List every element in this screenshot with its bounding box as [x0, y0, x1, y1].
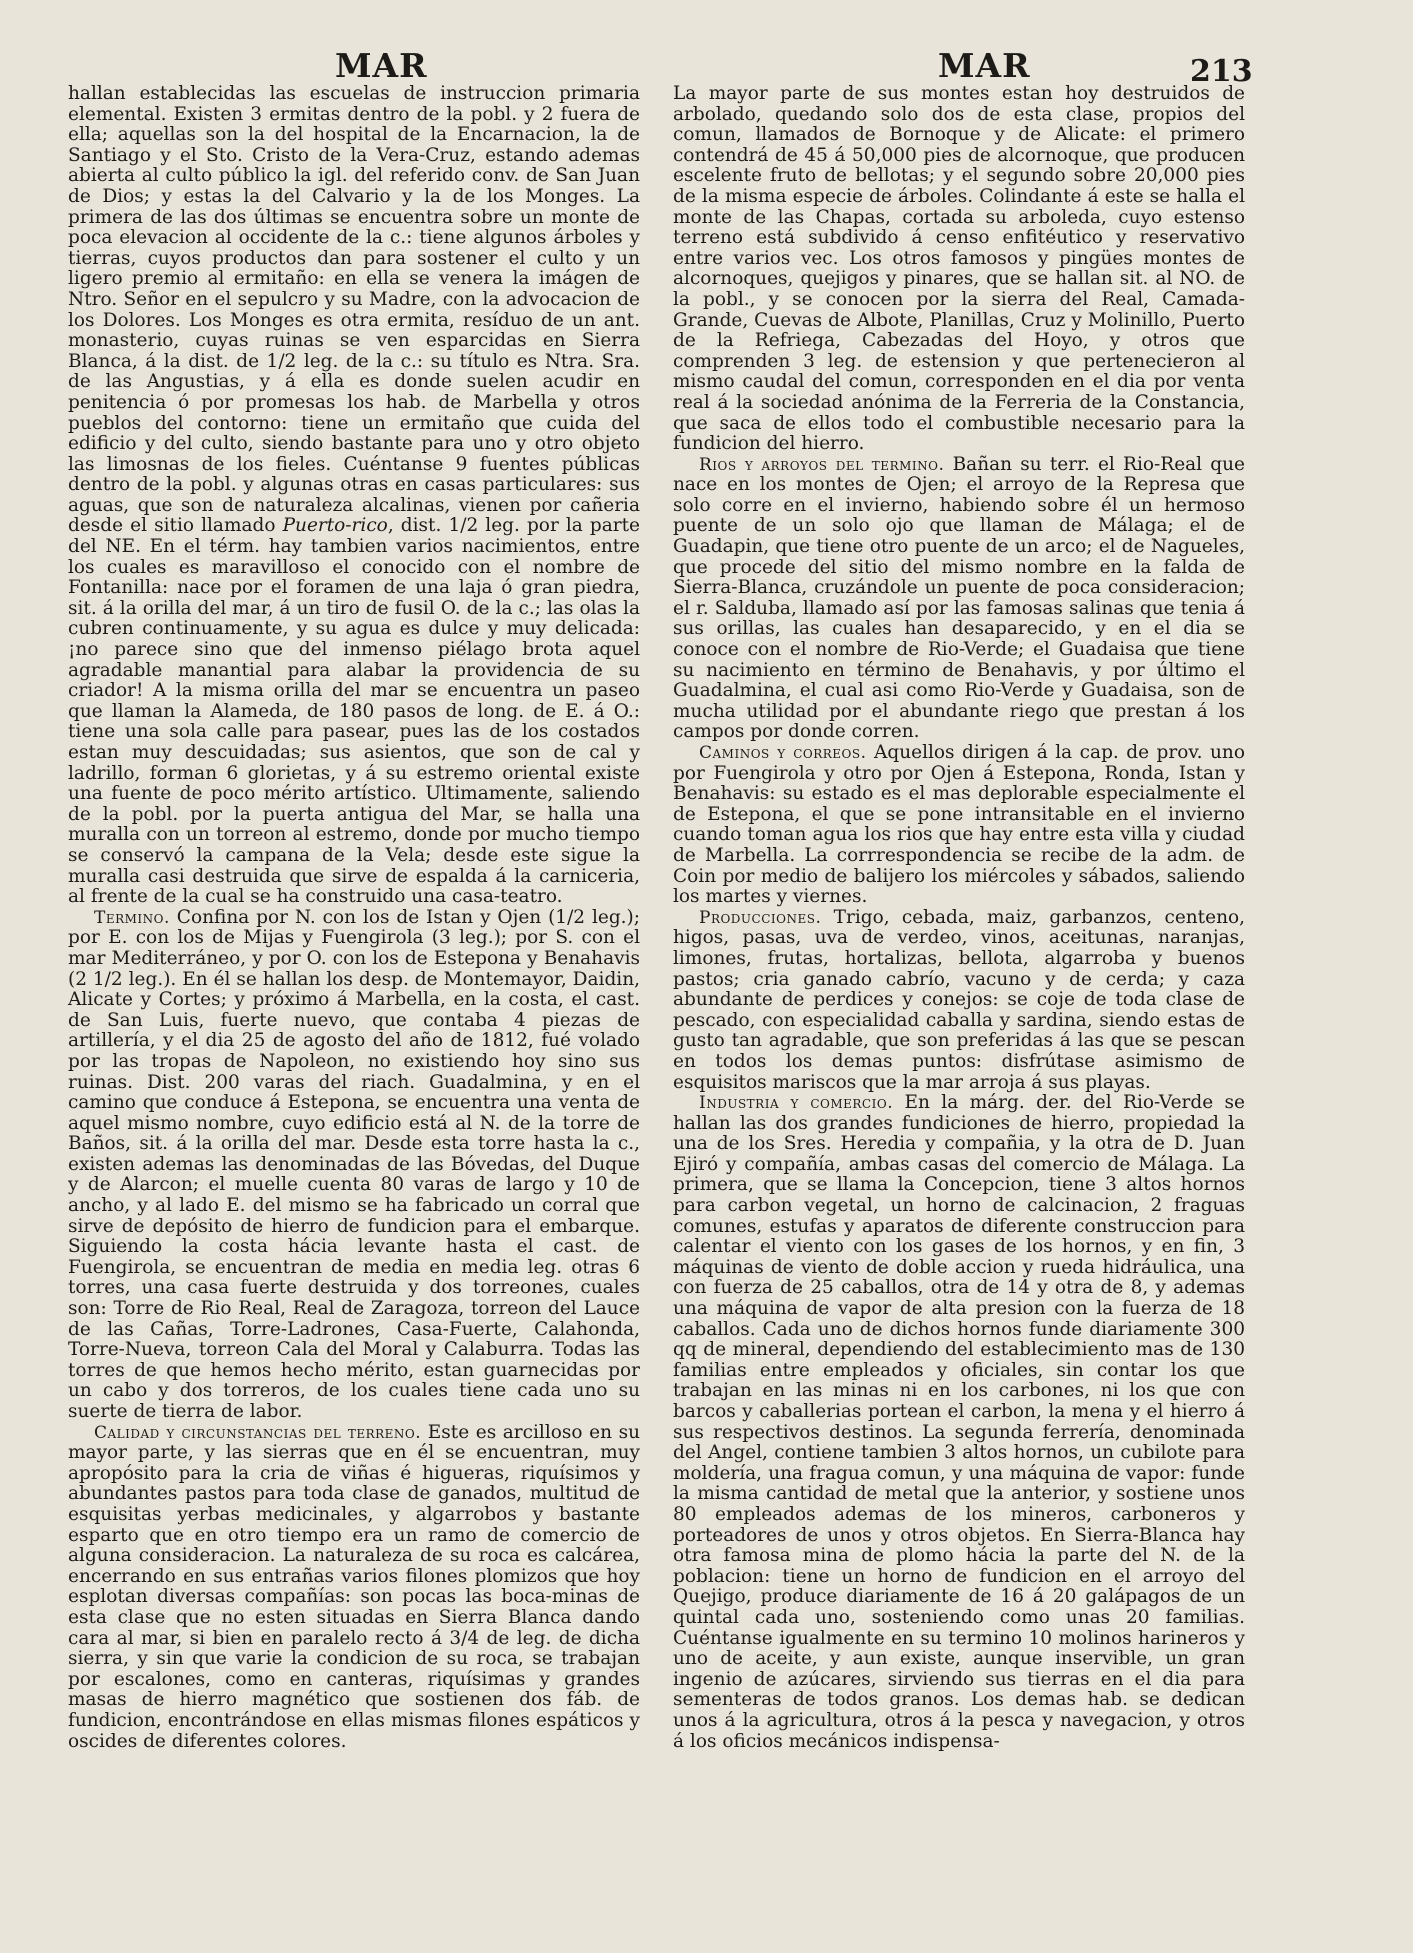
- left-column: [68, 84, 640, 1752]
- paragraph-calidad: [68, 1423, 640, 1753]
- running-header-left: MAR: [335, 46, 428, 85]
- paragraph-text-cont: , dist. 1/2 leg. por la parte del NE. En el térm. hay tambien varios nacimientos, entre los cuales es maravilloso el conocido con el nombre de Fontanilla: nace por el foramen de una laja ó gran piedra, sit. á la orilla del mar, á un tiro de fusil O. de la c.; las olas la cubren continuamente, y su agua es dulce y muy delicada: ¡no parece sino que del inmenso piélago brota aquel agradable manantial para alabar la providencia de su criador! A la misma orilla del mar se encuentra un paseo que llaman la Alameda, de 180 pasos de long. de E. á O.: tiene una sola calle para pasear, pues las de los costados estan muy descuidadas; sus asientos, que son de cal y ladrillo, forman 6 glorietas, y á su estremo oriental existe una fuente de poco mérito artístico. Ultimamente, saliendo de la pobl. por la puerta antigua del Mar, se halla una muralla con un torreon al estremo, donde por mucho tiempo se conservó la campana de la Vela; desde este sigue la muralla casi destruida que sirve de espalda á la carniceria, al frente de la cual se ha construido una casa-teatro.: [68, 515, 640, 908]
- paragraph-text: La mayor parte de sus montes estan hoy destruidos de arbolado, quedando solo dos de esta clase, propios del comun, llamados de Bornoque y de Alicate: el primero contendrá de 45 á 50,000 pies de alcornoque, que producen escelente fruto de bellotas; y el segundo sobre 20,000 pies de la misma especie de árboles. Colindante á este se halla el monte de las Chapas, cortada su arboleda, cuyo estenso terreno está subdivido á censo enfitéutico y reservativo entre varios vec. Los otros famosos y pingües montes de alcornoques, quejigos y pinares, que se hallan sit. al NO. de la pobl., y se conocen por la sierra del Real, Camada-Grande, Cuevas de Albote, Planillas, Cruz y Molinillo, Puerto de la Refriega, Cabezadas del Hoyo, y otros que comprenden 3 leg. de estension y que pertenecieron al mismo caudal del comun, corresponden en el dia por venta real á la sociedad anónima de la Ferreria de la Constancia, que saca de ellos todo el combustible necesario para la fundicion del hierro.: [673, 83, 1245, 455]
- paragraph-producciones: [673, 908, 1245, 1093]
- running-header-right: MAR: [938, 46, 1031, 85]
- paragraph-text: Este es arcilloso en su mayor parte, y las sierras que en él se encuentran, muy apropósito para la cria de viñas é higueras, riquísimos y abundantes pastos para toda clase de ganados, multitud de esquisitas yerbas medicinales, y algarrobos y bastante esparto que en otro tiempo era un ramo de comercio de alguna consideracion. La naturaleza de su roca es calcárea, encerrando en sus entrañas varios filones plomizos que hoy esplotan diversas compañías: son pocas las boca-minas de esta clase que no esten situadas en Sierra Blanca dando cara al mar, si bien en paralelo recto á 3/4 de leg. de dicha sierra, y sin que varie la condicion de su roca, se trabajan por escalones, como en canteras, riquísimas y grandes masas de hierro magnético que sostienen dos fáb. de fundicion, encontrándose en ellas mismas filones espáticos y oscides de diferentes colores.: [68, 1421, 640, 1752]
- italic-place-name: Puerto-rico: [282, 515, 388, 537]
- paragraph-caminos: [673, 743, 1245, 908]
- section-heading-calidad: Calidad y circunstancias del terreno.: [94, 1422, 422, 1443]
- paragraph-montes: [673, 84, 1245, 455]
- paragraph-industria: [673, 1093, 1245, 1752]
- section-heading-rios: Rios y arroyos del termino.: [699, 454, 945, 475]
- paragraph-text: hallan establecidas las escuelas de instruccion primaria elemental. Existen 3 ermitas dentro de la pobl. y 2 fuera de ella; aquellas son la del hospital de la Encarnacion, la de Santiago y el Sto. Cristo de la Vera-Cruz, estando ademas abierta al culto público la igl. del referido conv. de San Juan de Dios; y estas la del Calvario y la de los Monges. La primera de las dos últimas se encuentra sobre un monte de poca elevacion al occidente de la c.: tiene algunos árboles y tierras, cuyos productos dan para sostener el culto y un ligero premio al ermitaño: en ella se venera la imágen de Ntro. Señor en el sepulcro y su Madre, con la advocacion de los Dolores. Los Monges es otra ermita, resíduo de un ant. monasterio, cuyas ruinas se ven esparcidas en Sierra Blanca, á la dist. de 1/2 leg. de la c.: su título es Ntra. Sra. de las Angustias, y á ella es donde suelen acudir en penitencia ó por promesas los hab. de Marbella y otros pueblos del contorno: tiene un ermitaño que cuida del edificio y del culto, siendo bastante para uno y otro objeto las limosnas de los fieles. Cuéntanse 9 fuentes públicas dentro de la pobl. y algunas otras en casas particulares: sus aguas, que son de naturaleza alcalinas, vienen por cañeria desde el sitio llamado: [68, 83, 640, 537]
- paragraph-text: Trigo, cebada, maiz, garbanzos, centeno, higos, pasas, uva de verdeo, vinos, aceitunas, naranjas, limones, frutas, hortalizas, bellota, algarroba y buenos pastos; cria ganado cabrío, vacuno y de cerda; y caza abundante de perdices y conejos: se coje de toda clase de pescado, con especialidad caballa y sardina, siendo estas de gusto tan agradable, que son preferidas á las que se pescan en todos los demas puntos: disfrútase asimismo de esquisitos mariscos que la mar arroja á sus playas.: [673, 906, 1245, 1093]
- paragraph-text: Confina por N. con los de Istan y Ojen (1/2 leg.); por E. con los de Mijas y Fuengirola (3 leg.); por S. con el mar Mediterráneo, y por O. con los de Estepona y Benahavis (2 1/2 leg.). En él se hallan los desp. de Montemayor, Daidin, Alicate y Cortes; y próximo á Marbella, en la costa, el cast. de San Luis, fuerte nuevo, que contaba 4 piezas de artillería, y el dia 25 de agosto del año de 1812, fué volado por las tropas de Napoleon, no existiendo hoy sino sus ruinas. Dist. 200 varas del riach. Guadalmina, y en el camino que conduce á Estepona, se encuentra una venta de aquel mismo nombre, cuyo edificio está al N. de la torre de Baños, sit. á la orilla del mar. Desde esta torre hasta la c., existen ademas las denominadas de las Bóvedas, del Duque y de Alarcon; el muelle cuenta 80 varas de largo y 10 de ancho, y al lado E. del mismo se ha fabricado un corral que sirve de depósito de hierro de fundicion para el embarque. Siguiendo la costa hácia levante hasta el cast. de Fuengirola, se encuentran de media en media leg. otras 6 torres, una casa fuerte destruida y dos torreones, cuales son: Torre de Rio Real, Real de Zaragoza, torreon del Lauce de las Cañas, Torre-Ladrones, Casa-Fuerte, Calahonda, Torre-Nueva, torreon Cala del Moral y Calaburra. Todas las torres de que hemos hecho mérito, estan guarnecidas por un cabo y dos torreros, de los cuales tiene cada uno su suerte de tierra de labor.: [68, 906, 640, 1422]
- right-column: [673, 84, 1245, 1752]
- section-heading-caminos: Caminos y correos.: [699, 743, 867, 763]
- section-heading-termino: Termino.: [94, 907, 170, 928]
- paragraph-rios: [673, 455, 1245, 743]
- page-number: 213: [1190, 54, 1253, 89]
- paragraph-text: En la márg. der. del Rio-Verde se hallan las dos grandes fundiciones de hierro, propiedad la una de los Sres. Heredia y compañia, y la otra de D. Juan Ejiró y compañía, ambas casas del comercio de Málaga. La primera, que se llama la Concepcion, tiene 3 altos hornos para carbon vegetal, un horno de calcinacion, 2 fraguas comunes, estufas y aparatos de diferente construccion para calentar el viento con los gases de los hornos, y en fin, 3 máquinas de viento de doble accion y rueda hidráulica, una con fuerza de 25 caballos, otra de 14 y otra de 8, y ademas una máquina de vapor de alta presion con la fuerza de 18 caballos. Cada uno de dichos hornos funde diariamente 300 qq de mineral, dependiendo del establecimiento mas de 130 familias entre empleados y oficiales, sin contar los que trabajan en las minas ni en los carbones, ni los que con barcos y caballerias portean el carbon, la mena y el hierro á sus respectivos destinos. La segunda ferrería, denominada del Angel, contiene tambien 3 altos hornos, un cubilote para moldería, una fragua comun, y una máquina de vapor: funde la misma cantidad de metal que la anterior, y sostiene unos 80 empleados ademas de los mineros, carboneros y porteadores de unos y otros objetos. En Sierra-Blanca hay otra famosa mina de plomo hácia la parte del N. de la poblacion: tiene un horno de fundicion en el arroyo del Quejigo, produce diariamente de 16 á 20 galápagos de un quintal cada uno, sosteniendo como unas 20 familias. Cuéntanse igualmente en su termino 10 molinos harineros y uno de aceite, y aun existe, aunque inservible, un gran ingenio de azúcares, sirviendo sus tierras en el dia para sementeras de todos granos. Los demas hab. se dedican unos á la agricultura, otros á la pesca y navegacion, y otros á los oficios mecánicos indispensa-: [673, 1092, 1245, 1752]
- section-heading-industria: Industria y comercio.: [699, 1093, 894, 1114]
- paragraph-text: Bañan su terr. el Rio-Real que nace en los montes de Ojen; el arroyo de la Represa que solo corre en el invierno, habiendo sobre él un hermoso puente de un solo ojo que llaman de Málaga; el de Guadapin, que tiene otro puente de un arco; el de Nagueles, que procede del sitio del mismo nombre en la falda de Sierra-Blanca, cruzándole un puente de poca consideracion; el r. Salduba, llamado así por las famosas salinas que tenia á sus orillas, las cuales han desaparecido, y en el dia se conoce con el nombre de Rio-Verde; el Guadaisa que tiene su nacimiento en término de Benahavis, y por último el Guadalmina, el cual asi como Rio-Verde y Guadaisa, son de mucha utilidad por el abundante riego que prestan á los campos por donde corren.: [673, 453, 1245, 743]
- paragraph-schools-ermitas: [68, 84, 640, 908]
- paragraph-text: Aquellos dirigen á la cap. de prov. uno por Fuengirola y otro por Ojen á Estepona, Ronda, Istan y Benahavis: su estado es el mas deplorable especialmente el de Estepona, el que se pone intransitable en el invierno cuando toman agua los rios que hay entre esta villa y ciudad de Marbella. La corrrespondencia se recibe de la adm. de Coin por medio de balijero los miércoles y sábados, saliendo los martes y viernes.: [673, 742, 1245, 908]
- section-heading-producciones: Producciones.: [699, 907, 822, 928]
- paragraph-termino: [68, 908, 640, 1423]
